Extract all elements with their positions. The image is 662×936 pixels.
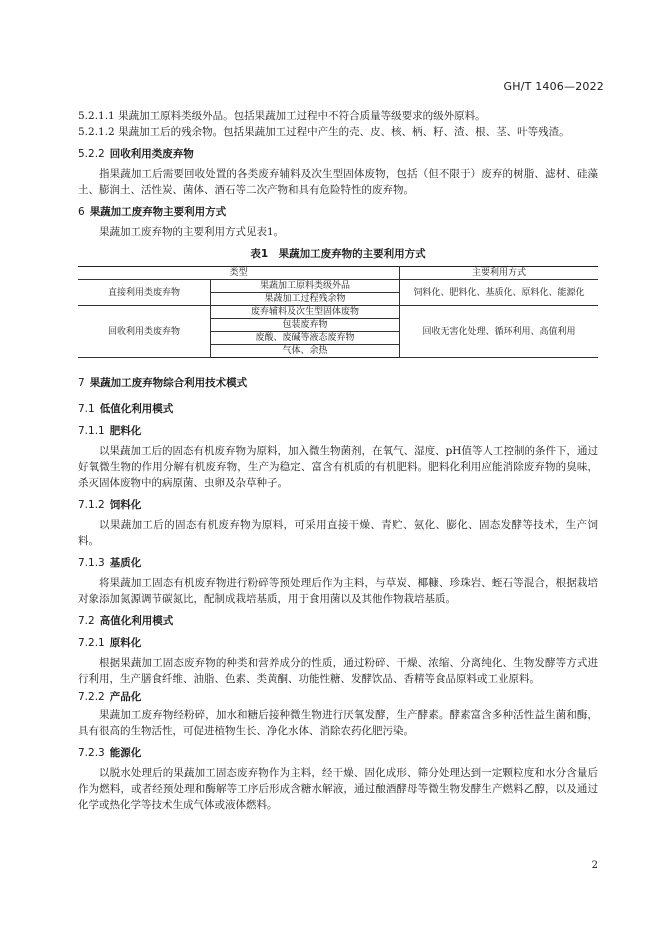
heading-number: 7.1 (78, 403, 95, 415)
method-cell-direct: 饲料化、肥料化、基质化、原料化、能源化 (400, 280, 599, 306)
heading-7-1-3 (78, 555, 598, 571)
heading-7-1-1 (78, 423, 598, 439)
paragraph-7-2-3: 以脱水处理后的果蔬加工固态废弃物作为主料，经干燥、固化成形、筛分处理达到一定颗粒度和水分含量后作为燃料，或者经预处理和酶解等工序后形成含糖水解液，通过酿酒酵母等微生物发酵生产燃料乙醇，以及通过化学或热化学等技术生成气体或液体燃料。 (78, 767, 598, 811)
heading-title: 高值化利用模式 (99, 615, 174, 627)
heading-number: 7 (78, 377, 85, 389)
paragraph-6: 果蔬加工废弃物的主要利用方式见表1。 (99, 226, 285, 238)
heading-number: 7.2 (78, 615, 95, 627)
heading-number: 7.1.2 (78, 499, 105, 511)
page-number: 2 (591, 860, 598, 871)
heading-7-2 (78, 613, 598, 629)
heading-number: 7.1.3 (78, 557, 105, 569)
clause-text: 果蔬加工原料类级外品。包括果蔬加工过程中不符合质量等级要求的级外原料。 (118, 110, 486, 122)
page-content (78, 108, 598, 813)
method-cell-recycle: 回收无害化处理、循环利用、高值利用 (400, 306, 599, 358)
heading-7-1 (78, 401, 598, 417)
item-cell: 果蔬加工过程残余物 (211, 293, 400, 306)
heading-7 (78, 375, 598, 391)
standard-code: GH/T 1406—2022 (503, 80, 604, 93)
heading-title: 回收利用类废弃物 (109, 148, 194, 160)
heading-number: 7.2.1 (78, 637, 105, 649)
item-cell: 废弃辅料及次生型固体废物 (211, 306, 400, 319)
heading-number: 7.2.3 (78, 747, 105, 759)
heading-7-1-2 (78, 497, 598, 513)
heading-title: 能源化 (109, 747, 142, 759)
heading-title: 饲料化 (109, 499, 142, 511)
clause-text: 果蔬加工后的残余物。包括果蔬加工过程中产生的壳、皮、核、柄、籽、渣、根、茎、叶等残渣。 (118, 126, 570, 138)
item-cell: 废酸、废碱等液态废弃物 (211, 332, 400, 345)
item-cell: 果蔬加工原料类级外品 (211, 280, 400, 293)
heading-title: 肥料化 (109, 425, 142, 437)
heading-number: 6 (78, 206, 85, 218)
table-header-row (78, 267, 598, 280)
group-name-direct: 直接利用类废弃物 (78, 280, 211, 306)
paragraph-7-1-2: 以果蔬加工后的固态有机废弃物为原料，可采用直接干燥、青贮、氨化、膨化、固态发酵等技术，生产饲料。 (78, 519, 598, 547)
heading-title: 原料化 (109, 637, 142, 649)
heading-number: 5.2.2 (78, 148, 105, 160)
table-caption: 表1 果蔬加工废弃物的主要利用方式 (250, 248, 426, 260)
item-cell: 气体、余热 (211, 345, 400, 358)
paragraph-7-2-2: 果蔬加工废弃物经粉碎，加水和糖后接种微生物进行厌氧发酵，生产酵素。酵素富含多种活性益生菌和酶，具有很高的生物活性，可促进植物生长、净化水体、消除农药化肥污染。 (78, 709, 598, 737)
item-cell: 包装废弃物 (211, 319, 400, 332)
table-1 (78, 266, 598, 358)
heading-7-2-2 (78, 689, 598, 705)
heading-title: 果蔬加工废弃物主要利用方式 (89, 206, 227, 218)
heading-title: 基质化 (109, 557, 142, 569)
heading-7-2-3 (78, 745, 598, 761)
clause-number: 5.2.1.1 (78, 110, 115, 122)
heading-number: 7.1.1 (78, 425, 105, 437)
header-method: 主要利用方式 (400, 267, 599, 280)
table-row (78, 306, 598, 319)
paragraph-7-1-1: 以果蔬加工后的固态有机废弃物为原料，加入微生物菌剂，在氧气、湿度、pH值等人工控制的条件下，通过好氧微生物的作用分解有机废弃物，生产为稳定、富含有机质的有机肥料。肥料化利用应能消除废弃物的臭味，杀灭固体废物中的病原菌、虫卵及杂草种子。 (78, 445, 598, 489)
heading-7-2-1 (78, 635, 598, 651)
clause-5-2-1-2 (78, 124, 598, 140)
clause-5-2-1-1 (78, 108, 598, 124)
paragraph-5-2-2: 指果蔬加工后需要回收处置的各类废弃辅料及次生型固体废物，包括（但不限于）废弃的树脂、滤材、硅藻土、膨润土、活性炭、菌体、酒石等二次产物和具有危险特性的废弃物。 (78, 168, 598, 196)
heading-6 (78, 204, 598, 220)
paragraph-7-2-1: 根据果蔬加工固态废弃物的种类和营养成分的性质，通过粉碎、干燥、浓缩、分离纯化、生物发酵等方式进行利用，生产膳食纤维、油脂、色素、类黄酮、功能性糖、发酵饮品、香精等食品原料或工业原料。 (78, 657, 598, 685)
table-row (78, 280, 598, 293)
group-name-recycle: 回收利用类废弃物 (78, 306, 211, 358)
clause-number: 5.2.1.2 (78, 126, 115, 138)
header-type: 类型 (78, 267, 400, 280)
heading-title: 产品化 (109, 691, 142, 703)
heading-number: 7.2.2 (78, 691, 105, 703)
heading-5-2-2 (78, 146, 598, 162)
paragraph-7-1-3: 将果蔬加工固态有机废弃物进行粉碎等预处理后作为主料，与草炭、椰糠、珍珠岩、蛭石等混合，根据栽培对象添加氮源调节碳氮比，配制成栽培基质，用于食用菌以及其他作物栽培基质。 (78, 577, 598, 605)
heading-title: 低值化利用模式 (99, 403, 174, 415)
heading-title: 果蔬加工废弃物综合利用技术模式 (89, 377, 248, 389)
